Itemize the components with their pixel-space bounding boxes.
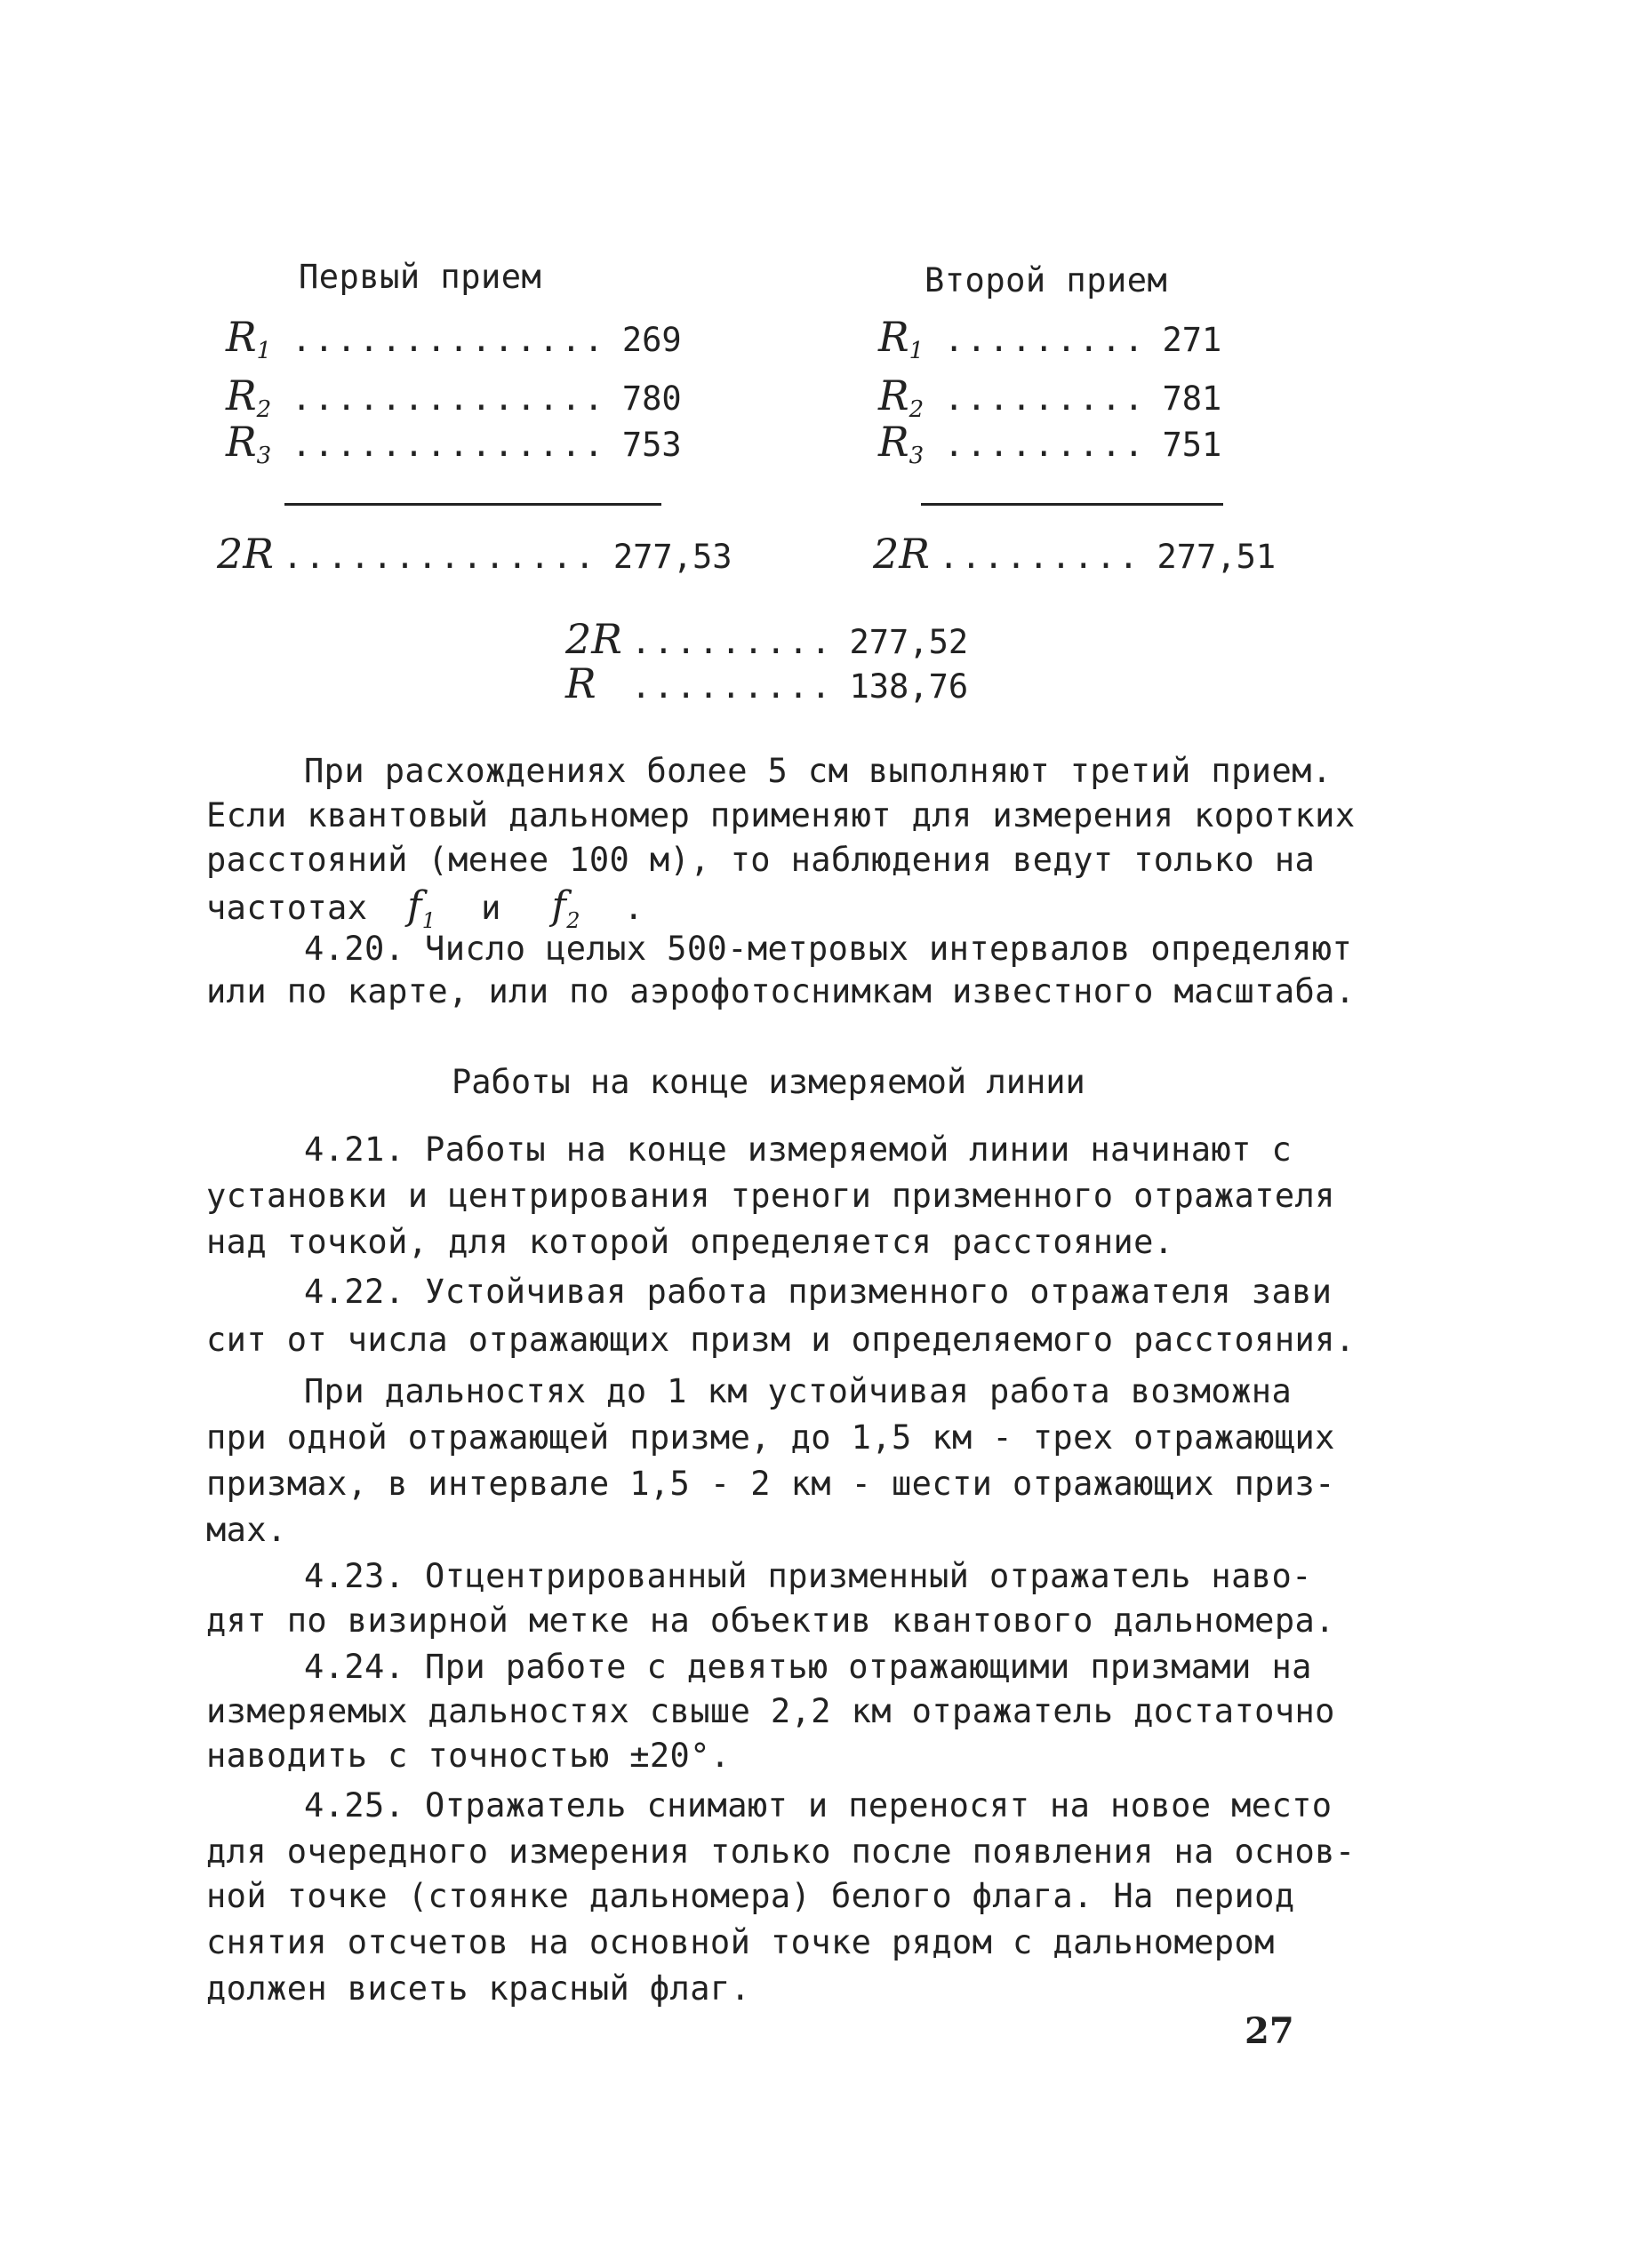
r-symbol: R [565, 659, 596, 707]
distances-line: при одной отражающей призме, до 1,5 км - трех отражающих [206, 1418, 1335, 1457]
first-reading-total [217, 530, 732, 578]
para-4-25-line: для очередного измерения только после появления на основ- [206, 1833, 1356, 1871]
r3-value: 751 [1162, 426, 1222, 464]
r1-value: 269 [621, 321, 682, 359]
page-number: 27 [1245, 2010, 1294, 2052]
para-4-23-line: дят по визирной метке на объектив квантового дальномера. [206, 1601, 1335, 1640]
r2-symbol: $R_2$ [878, 371, 925, 423]
intro-line: Если квантовый дальномер применяют для измерения коротких [206, 796, 1356, 835]
leader-dots: ......... [944, 321, 1147, 359]
second-reading-row [878, 313, 1221, 364]
r3-symbol: $R_3$ [226, 418, 272, 469]
leader-dots: ......... [939, 538, 1141, 576]
para-4-25-line: должен висеть красный флаг. [206, 1969, 751, 2008]
para-4-24-line: измеряемых дальностях свыше 2,2 км отражатель достаточно [206, 1692, 1335, 1730]
first-reading-row [226, 313, 682, 364]
leader-dots: ......... [631, 667, 834, 706]
sentence-end: . [623, 889, 644, 927]
mean-two-r [565, 615, 968, 663]
leader-dots: ......... [944, 426, 1147, 464]
para-4-24-line: наводить с точностью ±20°. [206, 1737, 731, 1775]
distances-line: призмах, в интервале 1,5 - 2 км - шести отражающих приз- [206, 1465, 1335, 1503]
r2-value: 780 [621, 379, 682, 418]
leader-dots: .............. [283, 538, 597, 576]
r1-value: 271 [1162, 321, 1222, 359]
leader-dots: .............. [292, 379, 606, 418]
intro-line: расстояний (менее 100 м), то наблюдения ведут только на [206, 841, 1316, 879]
second-reading-total [873, 530, 1276, 578]
f2-symbol: $f_2$ [551, 883, 580, 933]
leader-dots: .............. [292, 426, 606, 464]
para-4-25-line: снятия отсчетов на основной точке рядом с дальномером [206, 1923, 1275, 1961]
first-reading-rule [284, 503, 661, 506]
leader-dots: .............. [292, 321, 606, 359]
f1-symbol: $f_1$ [407, 883, 436, 933]
distances-line: мах. [206, 1511, 287, 1549]
two-r-value: 277,53 [612, 538, 732, 576]
distances-line: При дальностях до 1 км устойчивая работа возможна [304, 1372, 1293, 1410]
para-4-20-line: 4.20. Число целых 500-метровых интервалов определяют [304, 930, 1353, 968]
two-r-symbol: 2R [217, 530, 274, 578]
second-reading-rule [921, 503, 1223, 506]
two-r-symbol: 2R [873, 530, 930, 578]
mean-two-r-value: 277,52 [849, 623, 969, 661]
r1-symbol: $R_1$ [226, 313, 272, 364]
para-4-23-line: 4.23. Отцентрированный призменный отражатель наво- [304, 1557, 1312, 1595]
mean-r [565, 659, 968, 707]
first-reading-row [226, 371, 682, 423]
r3-value: 753 [621, 426, 682, 464]
para-4-25-line: ной точке (стоянке дальномера) белого флага. На период [206, 1877, 1295, 1915]
leader-dots: ......... [631, 623, 834, 661]
two-r-symbol: 2R [565, 615, 622, 663]
second-reading-row [878, 371, 1221, 423]
para-4-22-line: сит от числа отражающих призм и определяемого расстояния. [206, 1321, 1356, 1359]
intro-line [206, 883, 1282, 933]
first-reading-row [226, 418, 682, 469]
para-4-22-line: 4.22. Устойчивая работа призменного отражателя зави [304, 1273, 1333, 1311]
second-reading-title: Второй прием [925, 261, 1168, 299]
first-reading-title: Первый прием [299, 258, 542, 296]
second-reading-row [878, 418, 1221, 469]
para-4-21-line: установки и центрирования треноги призменного отражателя [206, 1177, 1335, 1215]
para-4-24-line: 4.24. При работе с девятью отражающими призмами на [304, 1648, 1312, 1686]
para-4-20-line: или по карте, или по аэрофотоснимкам известного масштаба. [206, 972, 1356, 1010]
para-4-21-line: 4.21. Работы на конце измеряемой линии начинают с [304, 1130, 1293, 1169]
and-word: и [481, 889, 501, 927]
r2-symbol: $R_2$ [226, 371, 272, 423]
section-title: Работы на конце измеряемой линии [452, 1063, 1085, 1101]
para-4-21-line: над точкой, для которой определяется расстояние. [206, 1223, 1174, 1261]
intro-line: При расхождениях более 5 см выполняют третий прием. [304, 752, 1333, 790]
leader-dots: ......... [944, 379, 1147, 418]
r3-symbol: $R_3$ [878, 418, 925, 469]
frequencies-word: частотах [206, 889, 368, 927]
r1-symbol: $R_1$ [878, 313, 925, 364]
two-r-value: 277,51 [1157, 538, 1277, 576]
r2-value: 781 [1162, 379, 1222, 418]
mean-r-value: 138,76 [849, 667, 969, 706]
para-4-25-line: 4.25. Отражатель снимают и переносят на новое место [304, 1786, 1333, 1825]
